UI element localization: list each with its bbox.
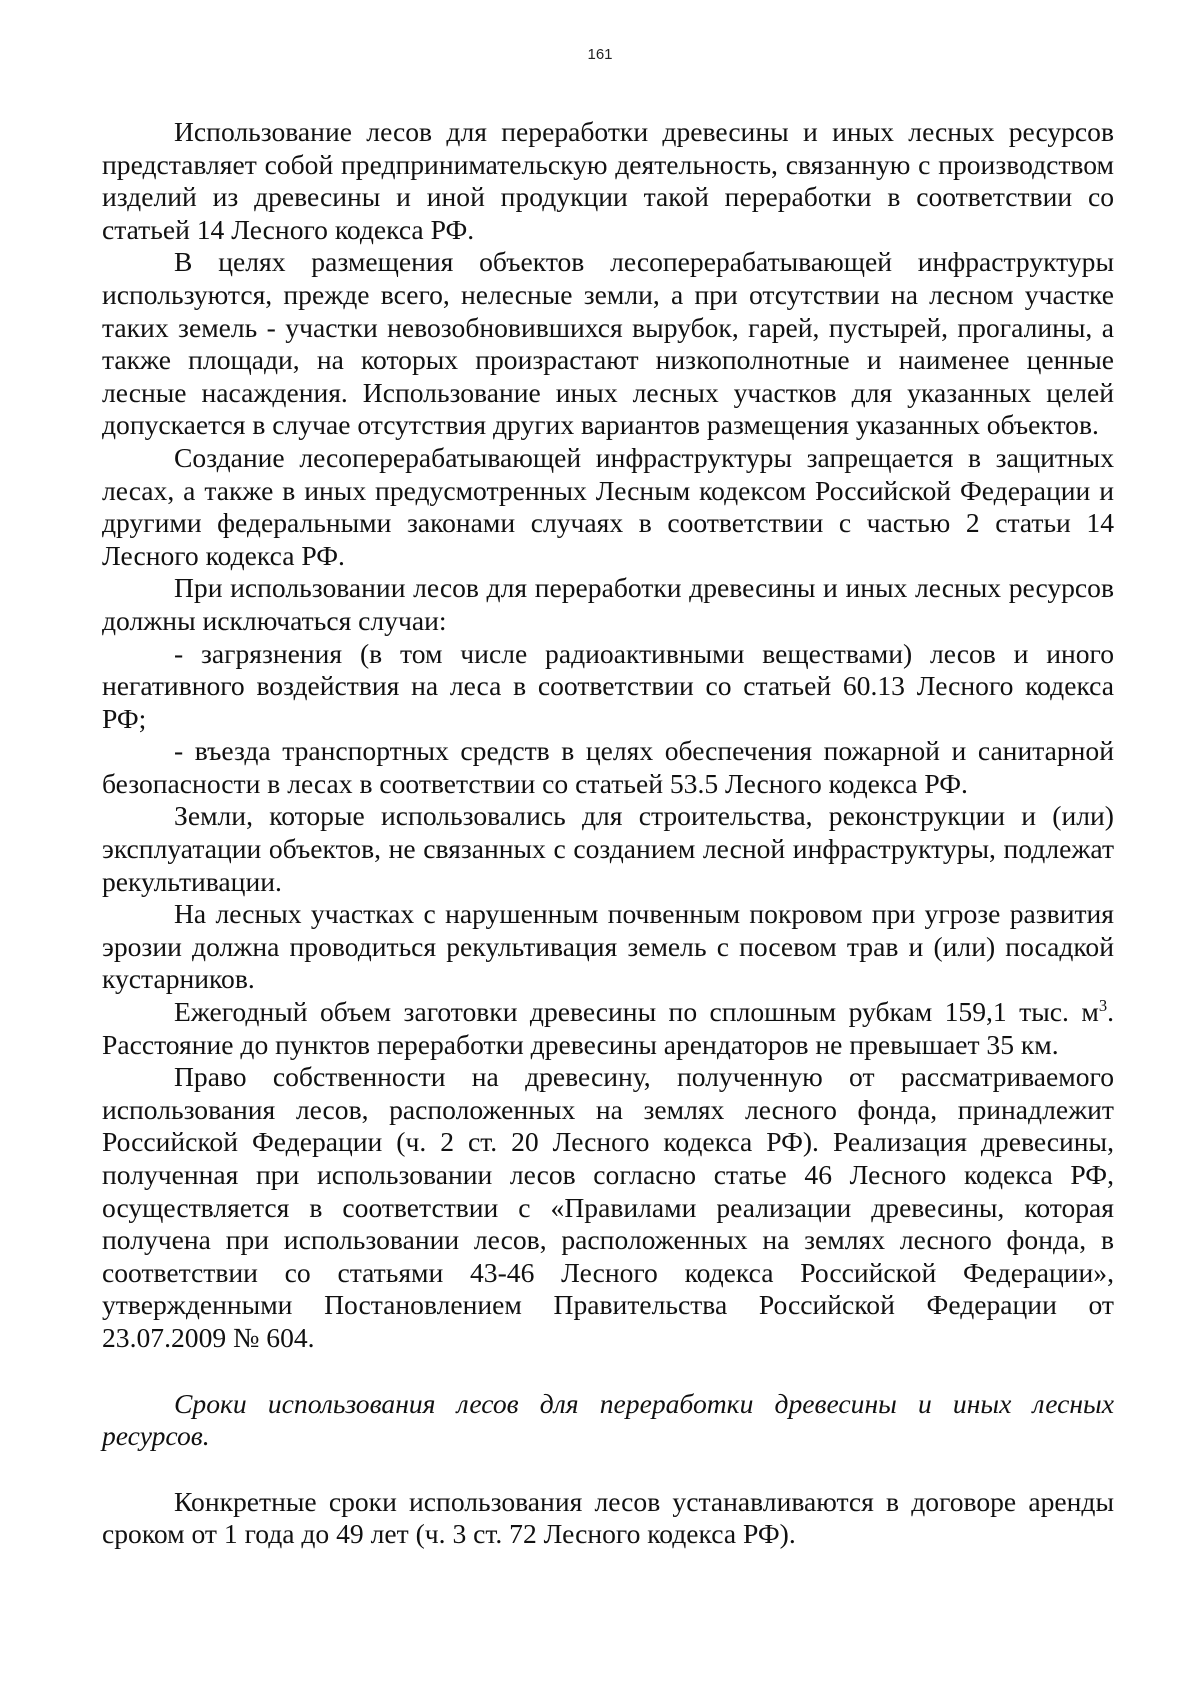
paragraph-processing-definition: Использование лесов для переработки древесины и иных лесных ресурсов представляет собой предпринимательскую деятельность, связанную с производством изделий из древесины и иной продукции такой переработки в соответствии со статьей 14 Лесного кодекса РФ. [102, 116, 1114, 245]
paragraph-harvest-volume [102, 996, 1114, 1061]
list-item-vehicle-entry: - въезда транспортных средств в целях обеспечения пожарной и санитарной безопасности в лесах в соответствии со статьей 53.5 Лесного кодекса РФ. [102, 735, 1114, 799]
cubic-superscript: 3 [1098, 995, 1108, 1015]
paragraph-land-recultivation: Земли, которые использовались для строительства, реконструкции и (или) эксплуатации объектов, не связанных с созданием лесной инфраструктуры, подлежат рекультивации. [102, 800, 1114, 897]
document-body [102, 116, 1114, 1551]
section-heading: Сроки использования лесов для переработки древесины и иных лесных ресурсов. [102, 1387, 1114, 1452]
distance-text: . Расстояние до пунктов переработки древесины арендаторов не превышает 35 км. [102, 996, 1114, 1060]
list-item-pollution: - загрязнения (в том числе радиоактивными веществами) лесов и иного негативного воздействия на леса в соответствии со статьей 60.13 Лесного кодекса РФ; [102, 637, 1114, 734]
page-number: 161 [587, 46, 613, 63]
paragraph-infrastructure-prohibition: Создание лесоперерабатывающей инфраструктуры запрещается в защитных лесах, а также в иных предусмотренных Лесным кодексом Российской Федерации и другими федеральными законами случаях в соответствии с частью 2 статьи 14 Лесного кодекса РФ. [102, 441, 1114, 571]
paragraph-timber-ownership: Право собственности на древесину, полученную от рассматриваемого использования лесов, расположенных на землях лесного фонда, принадлежит Российской Федерации (ч. 2 ст. 20 Лесного кодекса РФ). Реализация древесины, полученная при использовании лесов согласно статье 46 Лесного кодекса РФ, осуществляется в соответствии с «Правилами реализации древесины, которая получена при использовании лесов, расположенных на землях лесного фонда, в соответствии со статьями 43-46 Лесного кодекса Российской Федерации», утвержденными Постановлением Правительства Российской Федерации от 23.07.2009 № 604. [102, 1061, 1114, 1353]
paragraph-infrastructure-placement: В целях размещения объектов лесоперерабатывающей инфраструктуры используются, прежде всего, нелесные земли, а при отсутствии на лесном участке таких земель - участки невозобновившихся вырубок, гарей, пустырей, прогалины, а также площади, на которых произрастают низкополнотные и наименее ценные лесные насаждения. Использование иных лесных участков для указанных целей допускается в случае отсутствия других вариантов размещения указанных объектов. [102, 246, 1114, 441]
paragraph-excluded-cases-intro: При использовании лесов для переработки древесины и иных лесных ресурсов должны исключаться случаи: [102, 572, 1114, 636]
harvest-volume-text: Ежегодный объем заготовки древесины по сплошным рубкам 159,1 тыс. м [174, 996, 1099, 1028]
paragraph-lease-terms: Конкретные сроки использования лесов устанавливаются в договоре аренды сроком от 1 года до 49 лет (ч. 3 ст. 72 Лесного кодекса РФ). [102, 1485, 1114, 1550]
paragraph-erosion-recultivation: На лесных участках с нарушенным почвенным покровом при угрозе развития эрозии должна проводиться рекультивация земель с посевом трав и (или) посадкой кустарников. [102, 898, 1114, 995]
